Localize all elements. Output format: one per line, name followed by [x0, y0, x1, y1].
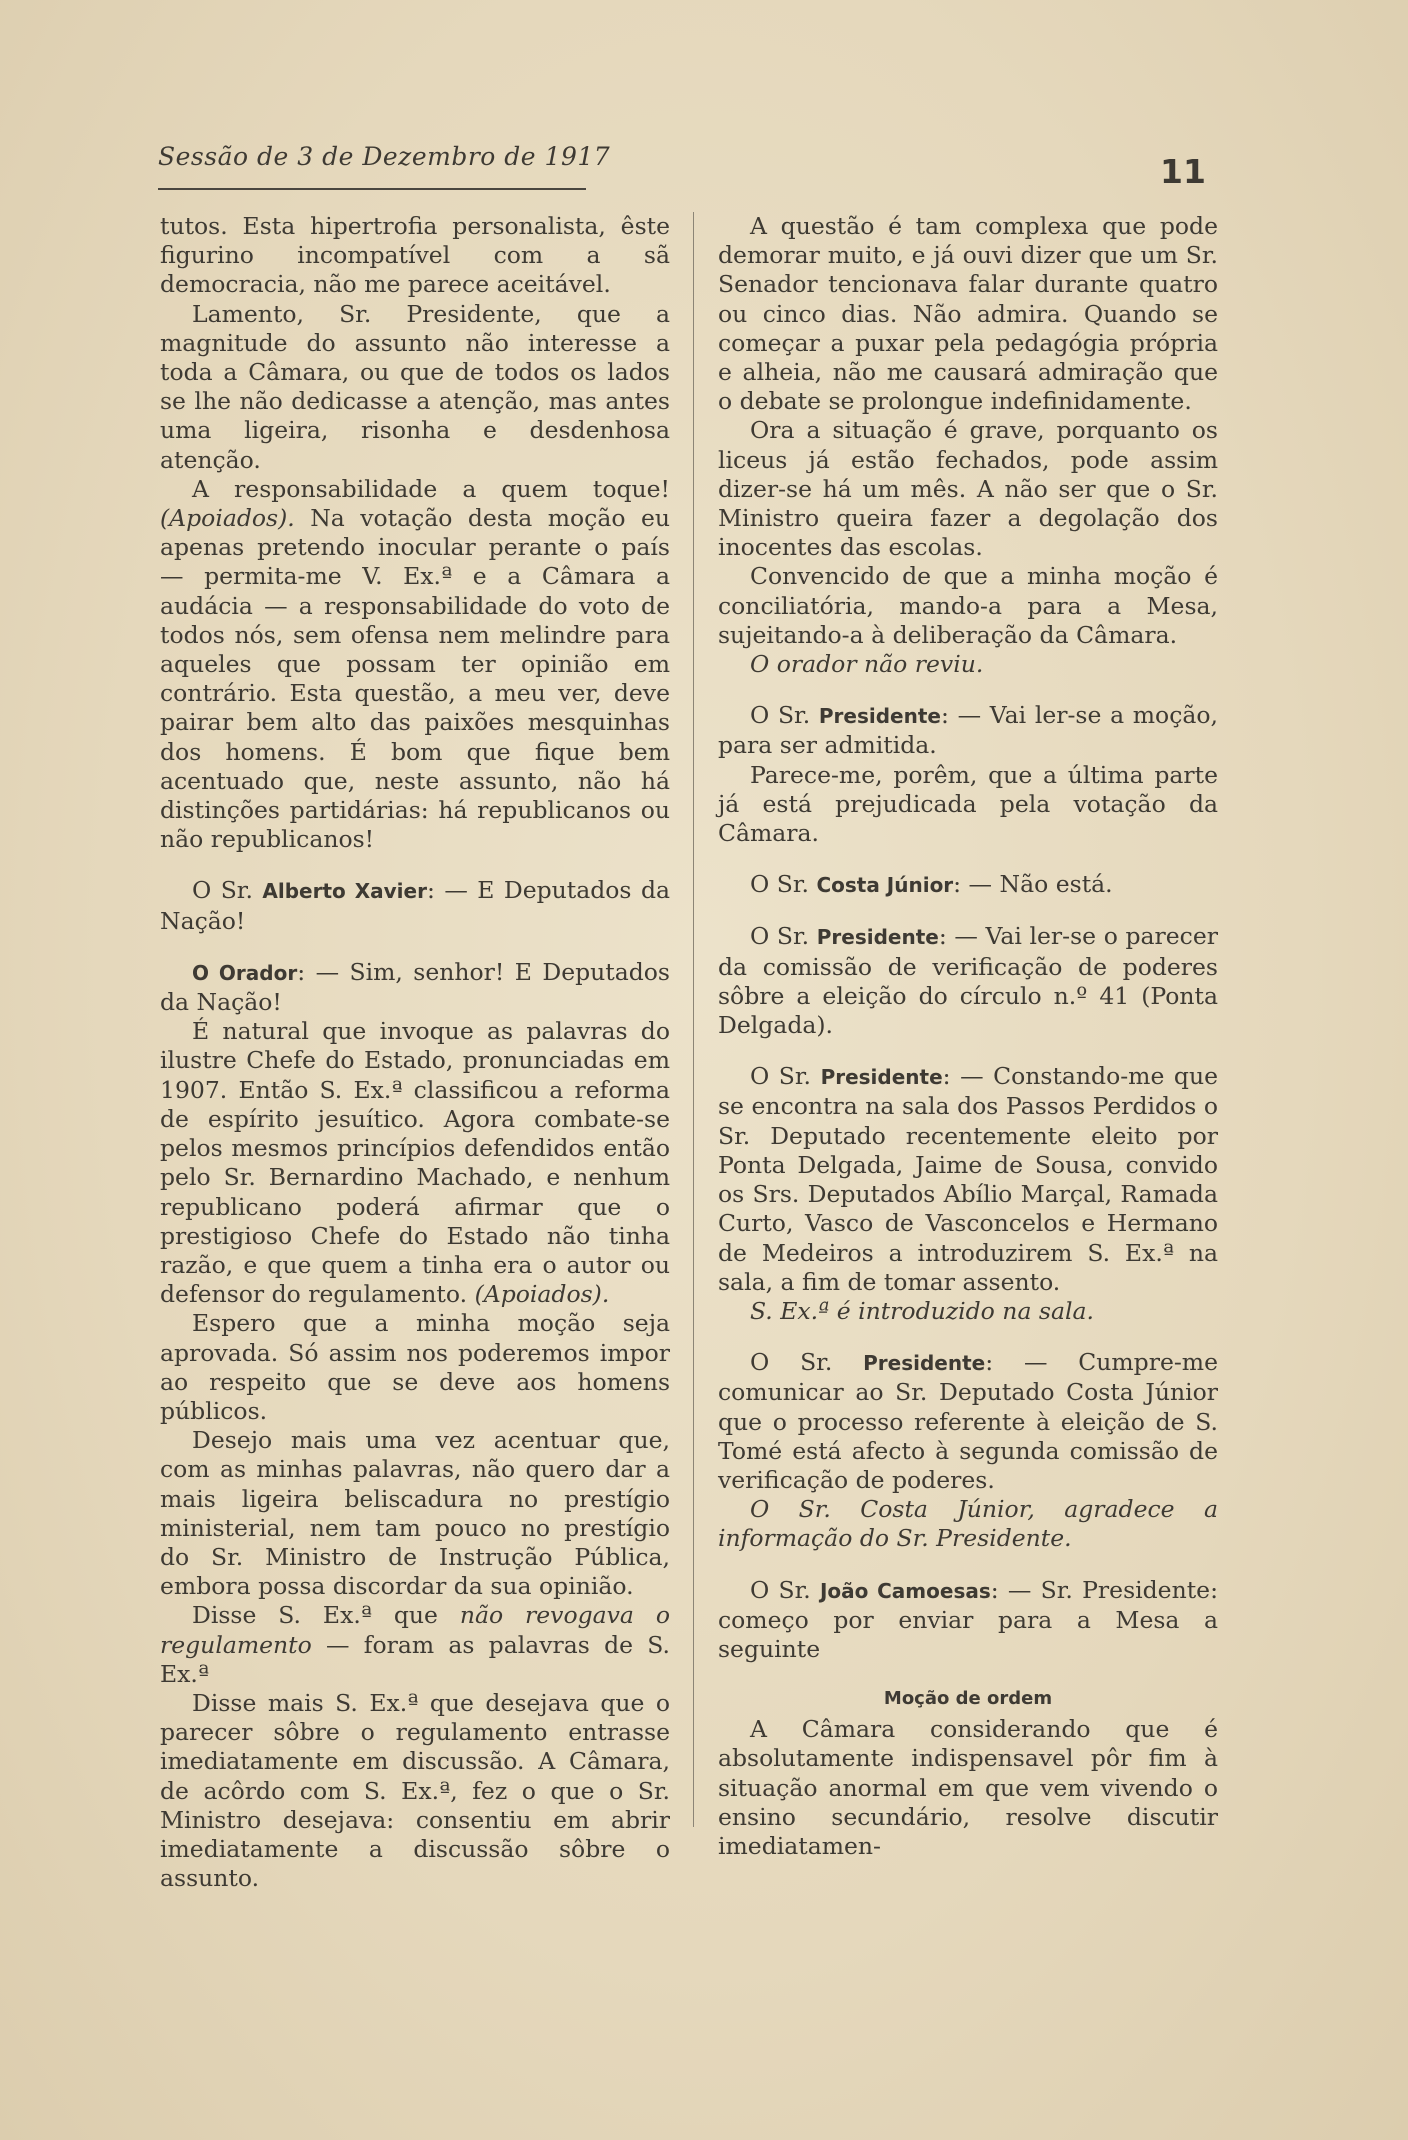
running-header: Sessão de 3 de Dezembro de 1917 [158, 142, 611, 171]
paragraph [718, 1495, 1218, 1553]
speaker-prefix: O Sr. [750, 870, 809, 899]
speech-alberto-xavier [160, 876, 670, 935]
speech-joao-camoesas [718, 1576, 1218, 1665]
speech-presidente [718, 1348, 1218, 1495]
speech-text: : — E Deputados da Nação! [160, 876, 670, 935]
paragraph: tutos. Esta hipertrofia personalista, êste figurino incompatível com a sã democracia, não me parece aceitável. [160, 212, 670, 299]
speaker-name: Presidente [820, 1065, 943, 1090]
column-divider [693, 212, 694, 1827]
apoiados-note: (Apoiados). [160, 504, 295, 533]
speech-text: : — Cumpre-me comunicar ao Sr. Deputado Costa Júnior que o processo referente à eleição de S. Tomé está afecto à segunda comissão de verificação de poderes. [718, 1348, 1218, 1494]
speaker-name: Presidente [863, 1351, 986, 1376]
paragraph-text: É natural que invoque as palavras do ilustre Chefe do Estado, pronunciadas em 1907. Então S. Ex.ª classificou a reforma de espírito jesuítico. Agora combate-se pelos mesmos princípios defendidos então pelo Sr. Bernardino Machado, e nenhum republicano poderá afirmar que o prestigioso Chefe do Estado não tinha razão, e que quem a tinha era o autor ou defensor do regulamento. [160, 1017, 670, 1309]
speech-text: : — Sim, senhor! E Deputados da Nação! [160, 957, 670, 1017]
speech-costa-junior [718, 870, 1218, 900]
speech-text: : — Vai ler-se o parecer da comissão de verificação de poderes sôbre a eleição do círculo n.º 41 (Ponta Delgada). [718, 922, 1218, 1040]
speaker-name: Presidente [818, 704, 941, 729]
speaker-prefix: O Sr. [750, 922, 810, 951]
stage-note: O orador não reviu. [750, 650, 984, 679]
speech-text: : — Sr. Presidente: começo por enviar para a Mesa a seguinte [718, 1575, 1218, 1663]
paragraph-text: Disse S. Ex.ª que [192, 1601, 438, 1630]
quoted-words: não revogava o regulamento [160, 1601, 670, 1659]
paragraph-text: Na votação desta moção eu apenas pretendo inocular perante o país — permita-me V. Ex.ª e a Câmara a audácia — a responsabilidade do voto de todos nós, sem ofensa nem melindre para aqueles que possam ter opinião em contrário. Esta questão, a meu ver, deve pairar bem alto das paixões mesquinhas dos homens. É bom que fique bem acentuado que, neste assunto, não há distinções partidárias: há republicanos ou não republicanos! [160, 504, 670, 854]
right-column [718, 212, 1218, 1861]
speaker-name: João Camoesas [819, 1578, 991, 1603]
paragraph: Lamento, Sr. Presidente, que a magnitude do assunto não interesse a toda a Câmara, ou que de todos os lados se lhe não dedicasse a atenção, mas antes uma ligeira, risonha e desdenhosa atenção. [160, 299, 670, 474]
speech-presidente [718, 1062, 1218, 1297]
speech-orador [160, 958, 670, 1017]
paragraph [718, 650, 1218, 679]
paragraph: Convencido de que a minha moção é conciliatória, mando-a para a Mesa, sujeitando-a à deliberação da Câmara. [718, 562, 1218, 649]
speaker-prefix: O Sr. [750, 1062, 812, 1091]
speech-text: : — Vai ler-se a moção, para ser admitida. [718, 701, 1218, 760]
speech-text: : — Constando-me que se encontra na sala dos Passos Perdidos o Sr. Deputado recentemente eleito por Ponta Delgada, Jaime de Sousa, convido os Srs. Deputados Abílio Marçal, Ramada Curto, Vasco de Vasconcelos e Hermano de Medeiros a introduzirem S. Ex.ª na sala, a fim de tomar assento. [718, 1062, 1218, 1296]
stage-note: S. Ex.ª é introduzido na sala. [750, 1296, 1094, 1325]
speaker-prefix: O Sr. [750, 1348, 833, 1377]
speaker-prefix: O Sr. [750, 1575, 811, 1604]
speaker-name: O Orador [192, 960, 298, 985]
stage-note: O Sr. Costa Júnior, [750, 1495, 1035, 1524]
paragraph [718, 1297, 1218, 1326]
paragraph: Ora a situação é grave, porquanto os liceus já estão fechados, pode assim dizer-se há um mês. A não ser que o Sr. Ministro queira fazer a degolação dos inocentes das escolas. [718, 416, 1218, 562]
paragraph: Disse mais S. Ex.ª que desejava que o parecer sôbre o regulamento entrasse imediatamente em discussão. A Câmara, de acôrdo com S. Ex.ª, fez o que o Sr. Ministro desejava: consentiu em abrir imediatamente a discussão sôbre o assunto. [160, 1688, 670, 1893]
speaker-name: Costa Júnior [816, 873, 954, 898]
paragraph-text: — foram as palavras de S. Ex.ª [160, 1630, 670, 1688]
paragraph-text: A responsabilidade a quem toque! [192, 474, 670, 503]
paragraph [160, 1601, 670, 1689]
paragraph [160, 1017, 670, 1309]
paragraph: A questão é tam complexa que pode demorar muito, e já ouvi dizer que um Sr. Senador tencionava falar durante quatro ou cinco dias. Não admira. Quando se começar a puxar pela pedagógia própria e alheia, não me causará admiração que o debate se prolongue indefinidamente. [718, 212, 1218, 416]
speaker-name: Presidente [816, 925, 939, 950]
left-column [160, 212, 670, 1893]
paragraph [160, 475, 670, 855]
speaker-prefix: O Sr. [192, 876, 253, 905]
paragraph: Parece-me, porêm, que a última parte já está prejudicada pela votação da Câmara. [718, 760, 1218, 848]
header-rule [158, 188, 586, 190]
paragraph: A Câmara considerando que é absolutamente indispensavel pôr fim à situação anormal em que vem vivendo o ensino secundário, resolve discutir imediatamen- [718, 1715, 1218, 1860]
speech-presidente [718, 922, 1218, 1040]
section-heading: Moção de ordem [883, 1688, 1053, 1710]
page-number: 11 [1160, 152, 1206, 191]
speech-text: : — Não está. [953, 870, 1113, 899]
speaker-name: Alberto Xavier [262, 879, 427, 904]
speaker-prefix: O Sr. [750, 701, 811, 730]
apoiados-note: (Apoiados). [474, 1280, 610, 1309]
stage-note: agradece a informação do Sr. Presidente. [718, 1495, 1218, 1553]
speech-presidente [718, 701, 1218, 760]
paragraph: Desejo mais uma vez acentuar que, com as minhas palavras, não quero dar a mais ligeira beliscadura no prestígio ministerial, nem tam pouco no prestígio do Sr. Ministro de Instrução Pública, embora possa discordar da sua opinião. [160, 1426, 670, 1601]
paragraph: Espero que a minha moção seja aprovada. Só assim nos poderemos impor ao respeito que se deve aos homens públicos. [160, 1309, 670, 1425]
